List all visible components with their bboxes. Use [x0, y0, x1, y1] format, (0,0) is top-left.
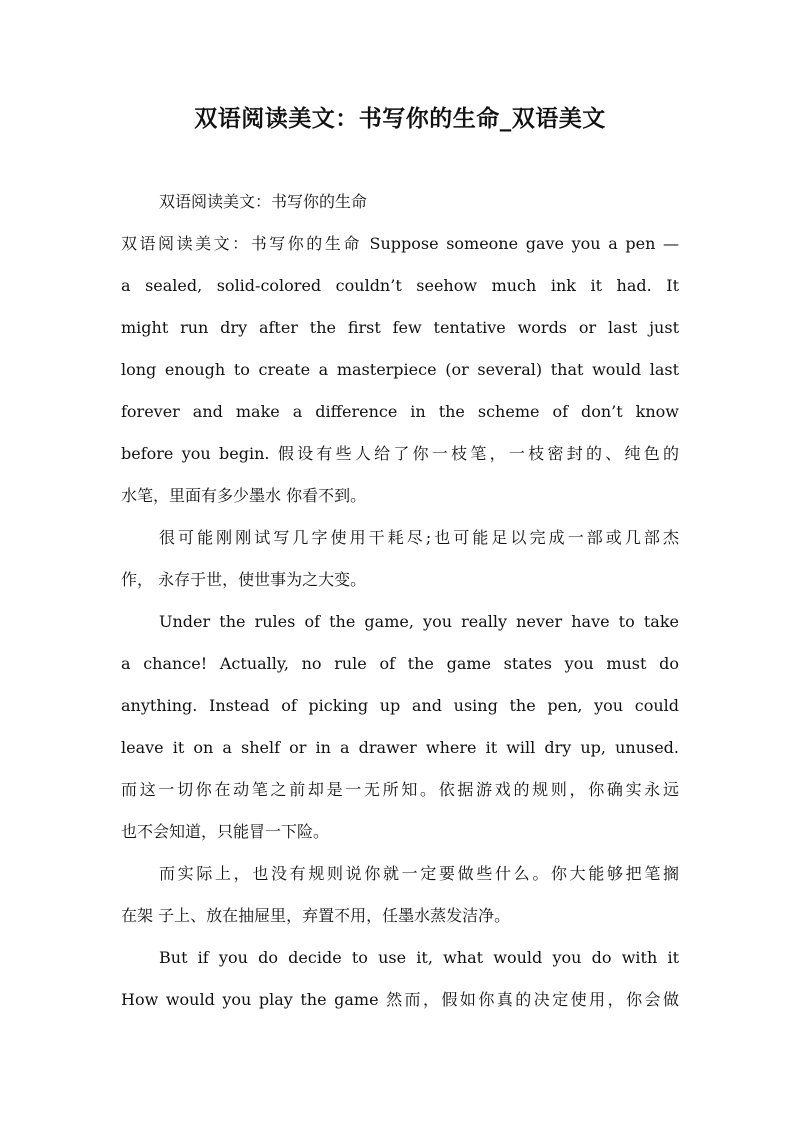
text-line: leave it on a shelf or in a drawer where it will dry up, unused. [121, 738, 679, 757]
subtitle-line: 双语阅读美文：书写你的生命 [159, 192, 368, 211]
text-line: 在架 子上、放在抽屉里，弃置不用，任墨水蒸发洁净。 [121, 906, 511, 925]
text-line: 双语阅读美文：书写你的生命 Suppose someone gave you a pen — [121, 234, 679, 253]
text-line: forever and make a difference in the scheme of don’t know [121, 402, 679, 421]
text-line: 而这一切你在动笔之前却是一无所知。依据游戏的规则，你确实永远 [121, 780, 679, 799]
document-title: 双语阅读美文：书写你的生命_双语美文 [194, 105, 606, 132]
text-line: But if you do decide to use it, what would you do with it [159, 948, 679, 967]
text-line: a chance! Actually, no rule of the game states you must do [121, 654, 679, 673]
text-line: might run dry after the first few tentative words or last just [121, 318, 679, 337]
text-line: 作， 永存于世，使世事为之大变。 [121, 570, 367, 589]
text-line: a sealed, solid-colored couldn’t seehow much ink it had. It [121, 276, 679, 295]
text-line: 也不会知道，只能冒一下险。 [121, 822, 330, 841]
text-line: 水笔，里面有多少墨水 你看不到。 [121, 486, 367, 505]
text-line: 而实际上，也没有规则说你就一定要做些什么。你大能够把笔搁 [159, 864, 679, 883]
text-line: How would you play the game 然而，假如你真的决定使用，你会做 [121, 990, 679, 1009]
text-line: Under the rules of the game, you really never have to take [159, 612, 679, 631]
text-line: 很可能刚刚试写几字使用干耗尽;也可能足以完成一部或几部杰 [159, 528, 679, 547]
text-line: anything. Instead of picking up and using the pen, you could [121, 696, 679, 715]
text-line: long enough to create a masterpiece (or several) that would last [121, 360, 679, 379]
text-line: before you begin. 假设有些人给了你一枝笔，一枝密封的、纯色的 [121, 444, 679, 463]
